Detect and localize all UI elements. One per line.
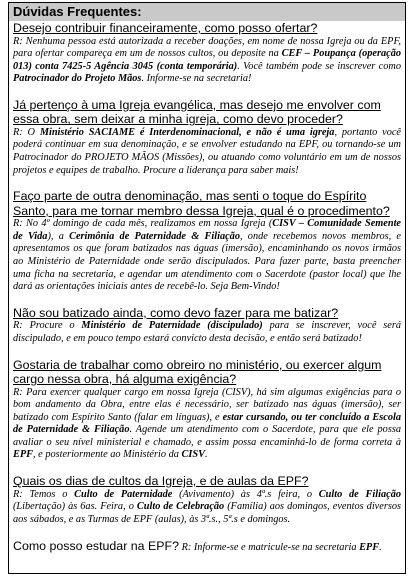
faq-title: Dúvidas Frequentes: — [13, 4, 142, 19]
faq-question-5: Gostaria de trabalhar como obreiro no ministério, ou exercer algum cargo nessa obra, há alguma exigência? — [13, 357, 382, 386]
faq-answer-6: R: Temos o Culto de Paternidade (Avivamento) às 4ª.s feira, o Culto de Filiação (Libertação) às 6as. Feira, o Culto de Celebração (Família) aos domingos, eventos diversos aos sábados, e as Turmas de EPF (aulas), às 3ª.s., 5ª.s e domingos. — [13, 488, 401, 525]
faq-answer-4: R: Procure o Ministério de Paternidade (discipulado) para se inscrever, você será discipulado, e em pouco tempo estará convicto desta decisão, e então será batizado! — [13, 320, 401, 344]
faq-answer-1: R: Nenhuma pessoa está autorizada a receber doações, em nome de nossa Igreja ou da EPF, para ofertar compareça em um de nossos cultos, ou deposite na CEF – Poupança (operação 013) conta 7425-5 Agência 3045 (conta temporária). Você também pode se inscrever como Patrocinador do Projeto Mãos. Informe-se na secretaria! — [13, 35, 402, 85]
faq-question-7: Como posso estudar na EPF? — [13, 539, 179, 554]
faq-question-6: Quais os dias de cultos da Igreja, e de aulas da EPF? — [13, 474, 309, 489]
faq-question-3: Faço parte de outra denominação, mas senti o toque do Espírito Santo, para me tornar membro dessa Igreja, qual é o procedimento? — [13, 189, 390, 218]
faq-header — [9, 3, 405, 21]
faq-document — [8, 2, 406, 574]
faq-answer-2: R: O Ministério SACIAME é Interdenominacional, e não é uma igreja, portanto você poderá continuar em sua denominação, e se envolver estudando na EPF, ou tornando-se um Patrocinador do PROJETO MÃOS (Missões), ou atuando como voluntário em um de nossos projetos e equipes de trabalho. Procure a liderança para saber mais! — [13, 126, 401, 176]
faq-answer-3: R: No 4º domingo de cada mês, realizamos em nossa Igreja (CISV – Comunidade Semente de Vida), a Cerimônia de Paternidade & Filiação, onde recebemos novos membros, e apresentamos os que foram batizados nas águas (imersão), encaminhando os novos irmãos ao Ministério de Paternidade onde serão discipulados. Para fazer parte, basta preencher uma ficha na secretaria, e agendar um atendimento com o Sacerdote (pastor local) que lhe dará as orientações iniciais antes de recebê-lo. Seja Bem-Vindo! — [13, 218, 401, 293]
faq-item-7 — [13, 538, 401, 555]
faq-answer-7: R: Informe-se e matricule-se na secretaria EPF. — [179, 542, 382, 554]
faq-question-2: Já pertenço à uma Igreja evangélica, mas desejo me envolver com essa obra, sem deixar a minha igreja, como devo proceder? — [13, 97, 381, 127]
faq-question-1: Desejo contribuir financeiramente, como posso ofertar? — [13, 21, 318, 35]
faq-answer-5: R: Para exercer qualquer cargo em nossa Igreja (CISV), há sim algumas exigências para o bom andamento da Obra, entre elas é necessário, ser batizado nas águas (imersão), ser batizado com Espírito Santo (falar em línguas), e estar cursando, ou ter concluído a Escola de Paternidade & Filiação. Agende um atendimento com o Sacerdote, para que ele possa avaliar o seu nível ministerial e chamado, e assim possa encaminhá-lo de forma correta à EPF, e posteriormente ao Ministério da CISV. — [13, 386, 401, 461]
faq-question-4: Não sou batizado ainda, como devo fazer para me batizar? — [13, 305, 339, 320]
